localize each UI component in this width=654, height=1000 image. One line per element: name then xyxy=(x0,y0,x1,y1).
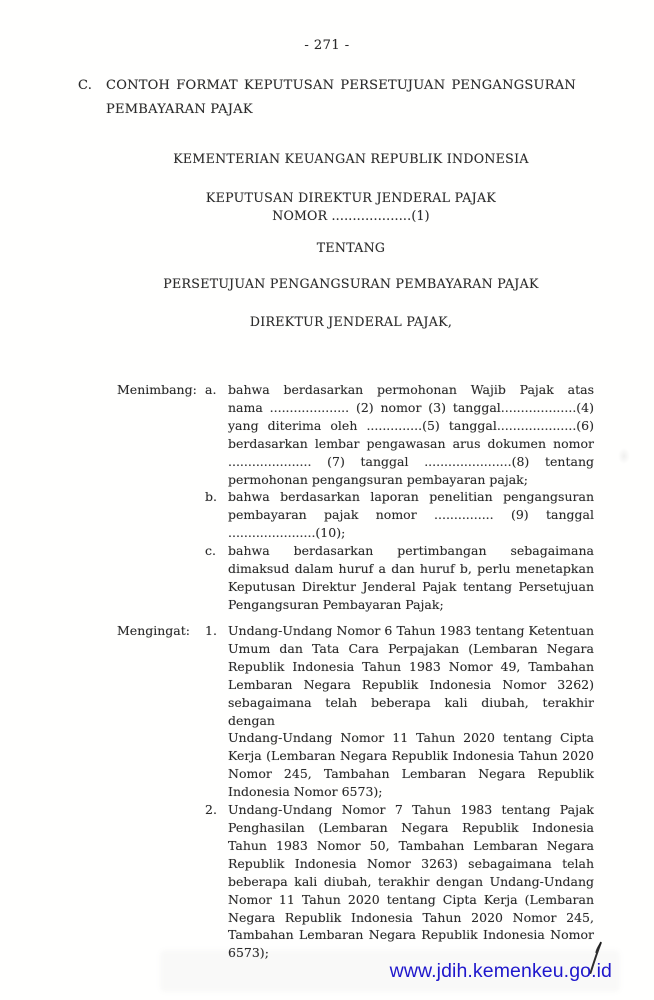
decision-title-heading: KEPUTUSAN DIREKTUR JENDERAL PAJAK xyxy=(205,190,497,205)
text-line: PEMBAYARAN PAJAK xyxy=(106,101,253,117)
item-marker: 1. xyxy=(205,623,217,638)
consideration-item-a xyxy=(205,381,595,488)
text-line: Tambahan Lembaran Negara Republik Indonesia Nomor xyxy=(228,927,594,943)
text-line: Indonesia Nomor 6573); xyxy=(228,784,383,800)
menimbang-label: Menimbang: xyxy=(117,382,197,397)
text-line: bahwa berdasarkan laporan penelitian pengangsuran xyxy=(228,489,594,505)
decision-subject-heading: PERSETUJUAN PENGANGSURAN PEMBAYARAN PAJAK xyxy=(163,276,539,291)
scan-smudge-artifact xyxy=(618,448,630,464)
text-line: berdasarkan lembar pengawasan arus dokumen nomor xyxy=(228,435,594,451)
text-line: pembayaran pajak nomor ............... (9) tanggal xyxy=(228,507,594,523)
item-text xyxy=(228,801,594,962)
item-text xyxy=(228,381,594,488)
section-c-heading xyxy=(78,74,576,121)
jdih-watermark-url: www.jdih.kemenkeu.go.id xyxy=(389,960,612,982)
menimbang-section xyxy=(117,381,595,614)
text-line: Kerja (Lembaran Negara Republik Indonesia Tahun 2020 xyxy=(228,748,594,764)
text-line: Penghasilan (Lembaran Negara Republik Indonesia xyxy=(228,819,594,835)
text-line: beberapa kali diubah, terakhir dengan Undang-Undang xyxy=(228,873,594,889)
legal-basis-item-1 xyxy=(205,622,595,801)
text-line: ......................(10); xyxy=(228,525,346,541)
item-marker: 2. xyxy=(205,802,217,818)
text-line: Lembaran Negara Republik Indonesia Nomor 3262) xyxy=(228,676,594,692)
issuer-heading: DIREKTUR JENDERAL PAJAK, xyxy=(249,314,453,329)
decision-number-line: NOMOR ...................(1) xyxy=(272,208,430,223)
item-text xyxy=(228,622,594,801)
text-line: Pengangsuran Pembayaran Pajak; xyxy=(228,596,444,612)
mengingat-section xyxy=(117,622,595,962)
text-line: CONTOH FORMAT KEPUTUSAN PERSETUJUAN PENGANGSURAN xyxy=(106,78,576,93)
text-line: ..................... (7) tanggal ......................(8) tentang xyxy=(228,453,594,469)
item-text xyxy=(228,542,594,614)
text-line: Tahun 1983 Nomor 50, Tambahan Lembaran Negara xyxy=(228,837,594,853)
legal-basis-item-2 xyxy=(205,801,595,962)
text-line: bahwa berdasarkan permohonan Wajib Pajak atas xyxy=(228,382,594,397)
consideration-item-c xyxy=(205,542,595,614)
text-line: bahwa berdasarkan pertimbangan sebagaimana xyxy=(228,543,594,559)
item-marker: a. xyxy=(205,382,217,397)
item-marker: b. xyxy=(205,489,217,505)
text-line: Negara Republik Indonesia Tahun 2020 Nomor 245, xyxy=(228,909,594,925)
text-line: dimaksud dalam huruf a dan huruf b, perlu menetapkan xyxy=(228,561,594,577)
consideration-item-b xyxy=(205,488,595,542)
item-text xyxy=(228,488,594,542)
section-marker: C. xyxy=(78,78,93,93)
item-marker: c. xyxy=(205,543,216,559)
tentang-heading: TENTANG xyxy=(316,240,386,255)
text-line: 6573); xyxy=(228,945,269,961)
page-number: - 271 - xyxy=(304,38,350,53)
section-title xyxy=(106,74,576,121)
text-line: permohonan pengangsuran pembayaran pajak; xyxy=(228,471,528,487)
text-line: sebagaimana telah beberapa kali diubah, terakhir dengan xyxy=(228,694,594,728)
text-line: Keputusan Direktur Jenderal Pajak tentang Persetujuan xyxy=(228,578,594,594)
text-line: Undang-Undang Nomor 6 Tahun 1983 tentang Ketentuan xyxy=(228,623,594,638)
text-line: Nomor 11 Tahun 2020 tentang Cipta Kerja (Lembaran xyxy=(228,891,594,907)
text-line: Undang-Undang Nomor 11 Tahun 2020 tentang Cipta xyxy=(228,730,594,746)
text-line: Umum dan Tata Cara Perpajakan (Lembaran Negara xyxy=(228,640,594,656)
mengingat-label: Mengingat: xyxy=(117,623,190,638)
text-line: Republik Indonesia Tahun 1983 Nomor 49, Tambahan xyxy=(228,658,594,674)
text-line: Undang-Undang Nomor 7 Tahun 1983 tentang Pajak xyxy=(228,802,594,818)
text-line: nama .................... (2) nomor (3) tanggal...................(4) xyxy=(228,399,594,415)
text-line: yang diterima oleh ..............(5) tanggal....................(6) xyxy=(228,417,594,433)
text-line: Nomor 245, Tambahan Lembaran Negara Republik xyxy=(228,766,594,782)
ministry-heading: KEMENTERIAN KEUANGAN REPUBLIK INDONESIA xyxy=(173,151,529,166)
text-line: Republik Indonesia Nomor 3263) sebagaimana telah xyxy=(228,855,594,871)
